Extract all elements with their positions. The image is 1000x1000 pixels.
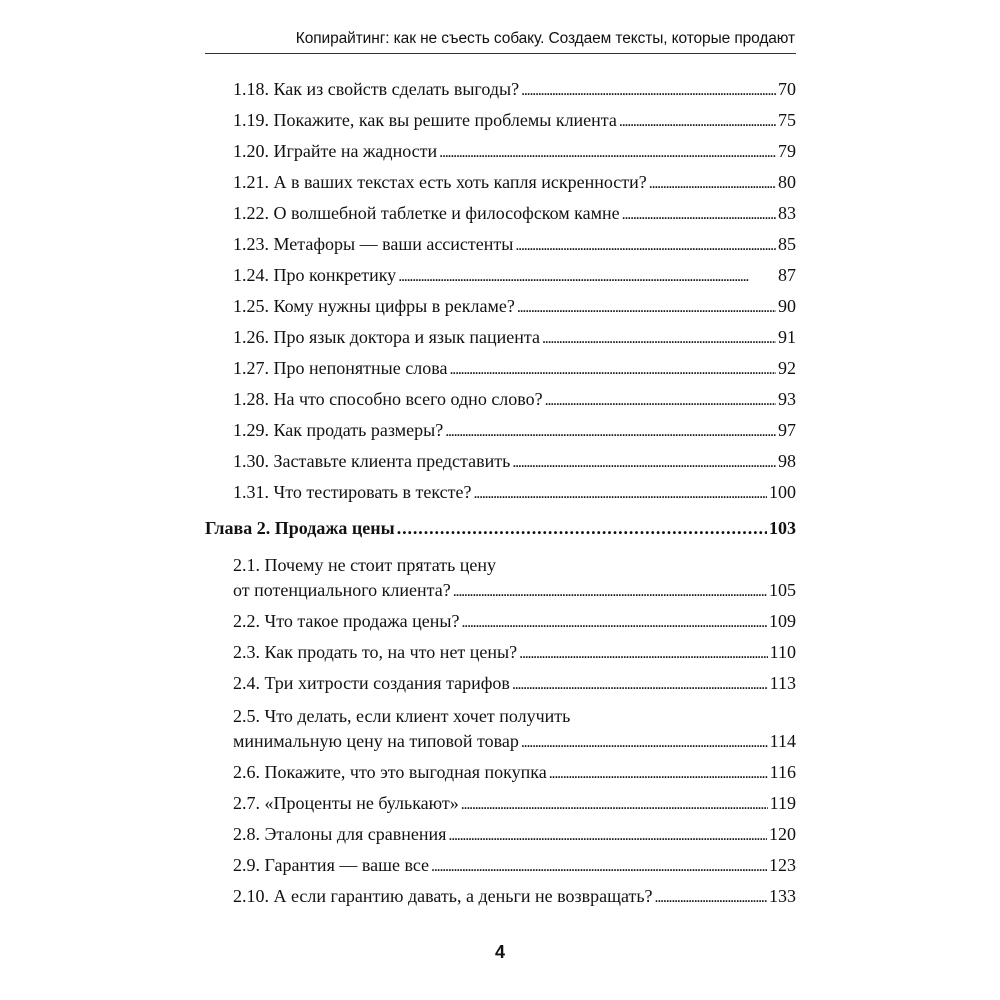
toc-chapter-title: Глава 2. Продажа цены [205, 518, 395, 538]
toc-entry [233, 609, 796, 635]
dot-leader [521, 77, 776, 103]
toc-entry-title: 1.22. О волшебной таблетке и философском камне [233, 203, 620, 223]
dot-leader [431, 853, 767, 879]
dot-leader [517, 294, 776, 320]
toc-entry-page: 109 [769, 611, 796, 631]
toc-entry-title-line1: 2.5. Что делать, если клиент хочет получить [233, 706, 571, 726]
toc-entry [233, 356, 796, 382]
dot-leader [619, 108, 776, 134]
toc-entry-page: 123 [769, 855, 796, 875]
toc-entry-title: 1.18. Как из свойств сделать выгоды? [233, 79, 520, 99]
toc-entry-page: 110 [769, 642, 796, 662]
toc-entry-page: 70 [778, 79, 796, 99]
dot-leader [521, 729, 768, 755]
toc-entry [233, 480, 796, 506]
toc-entry-title: 1.26. Про язык доктора и язык пациента [233, 327, 540, 347]
dot-leader [549, 760, 768, 786]
dot-leader [515, 232, 776, 258]
toc-entry-page: 133 [769, 886, 796, 906]
dot-leader [445, 418, 776, 444]
dot-leader [512, 449, 776, 475]
dot-leader [649, 170, 776, 196]
dot-leader [397, 516, 767, 541]
toc-chapter-page: 103 [769, 518, 796, 538]
toc-entry-title: 1.25. Кому нужны цифры в рекламе? [233, 296, 515, 316]
dot-leader [461, 609, 767, 635]
toc-entry-title: 1.23. Метафоры — ваши ассистенты [233, 234, 514, 254]
toc-entry [233, 671, 796, 697]
toc-entry [233, 325, 796, 351]
dot-leader [453, 578, 767, 604]
toc-entry-page: 75 [778, 110, 796, 130]
toc-entry-title: 1.28. На что способно всего одно слово? [233, 389, 543, 409]
toc-entry [233, 232, 796, 258]
dot-leader [473, 480, 767, 506]
toc-entry-page: 93 [778, 389, 796, 409]
toc-entry [233, 170, 796, 196]
toc-entry-title: 2.3. Как продать то, на что нет цены? [233, 642, 518, 662]
dot-leader [655, 884, 767, 910]
toc-entry-title: 1.21. А в ваших текстах есть хоть капля искренности? [233, 172, 647, 192]
toc-entry-page: 92 [778, 358, 796, 378]
toc-entry-page: 97 [778, 420, 796, 440]
toc-entry-title: 2.2. Что такое продажа цены? [233, 611, 460, 631]
toc-entry-title: 1.29. Как продать размеры? [233, 420, 444, 440]
toc-entry-title: от потенциального клиента? [233, 580, 451, 600]
toc-entry [233, 449, 796, 475]
dot-leader [461, 791, 768, 817]
toc-entry [233, 853, 796, 879]
toc-entry-title: 1.31. Что тестировать в тексте? [233, 482, 472, 502]
toc-entry [233, 729, 796, 755]
toc-entry-page: 98 [778, 451, 796, 471]
toc-entry [233, 139, 796, 165]
toc-entry [233, 387, 796, 413]
toc-entry [233, 640, 796, 666]
toc-entry [233, 578, 796, 604]
toc-entry-page: 90 [778, 296, 796, 316]
dot-leader [449, 356, 776, 382]
toc-entry-title: 1.30. Заставьте клиента представить [233, 451, 511, 471]
toc-entry-page: 91 [778, 327, 796, 347]
toc-entry [233, 263, 796, 289]
toc-entry-title: 2.10. А если гарантию давать, а деньги не возвращать? [233, 886, 653, 906]
page-number: 4 [494, 942, 505, 962]
toc-entry-title: 2.8. Эталоны для сравнения [233, 824, 447, 844]
toc-entry-page: 87 [778, 265, 796, 285]
toc-entry [233, 108, 796, 134]
dot-leader [542, 325, 776, 351]
toc-entry-title: 2.7. «Проценты не булькают» [233, 793, 459, 813]
toc-entry [233, 294, 796, 320]
toc-entry-title: 2.9. Гарантия — ваше все [233, 855, 430, 875]
dot-leader [545, 387, 776, 413]
toc-entry-title: 2.6. Покажите, что это выгодная покупка [233, 762, 547, 782]
toc-entry-title: 1.19. Покажите, как вы решите проблемы клиента [233, 110, 617, 130]
toc-chapter-entry [205, 516, 796, 541]
toc-entry [233, 418, 796, 444]
dot-leader [398, 263, 776, 289]
toc-entry-title-line1: 2.1. Почему не стоит прятать цену [233, 555, 497, 575]
toc-entry-page: 114 [769, 731, 796, 751]
toc-entry [233, 791, 796, 817]
toc-entry-title: 1.20. Играйте на жадности [233, 141, 438, 161]
toc-entry-page: 113 [769, 673, 796, 693]
dot-leader [519, 640, 768, 666]
toc-entry-title: 2.4. Три хитрости создания тарифов [233, 673, 510, 693]
dot-leader [622, 201, 776, 227]
dot-leader [448, 822, 767, 848]
toc-entry-page: 116 [769, 762, 796, 782]
toc-entry [233, 201, 796, 227]
toc-entry-page: 100 [769, 482, 796, 502]
toc-entry-page: 119 [769, 793, 796, 813]
dot-leader [512, 671, 768, 697]
toc-entry [233, 760, 796, 786]
toc-entry-page: 79 [778, 141, 796, 161]
toc-entry-page: 85 [778, 234, 796, 254]
running-title: Копирайтинг: как не съесть собаку. Создаем тексты, которые продают [295, 30, 795, 47]
toc-entry [233, 822, 796, 848]
toc-entry-title: 1.27. Про непонятные слова [233, 358, 448, 378]
toc-entry [233, 884, 796, 910]
toc-entry-page: 80 [778, 172, 796, 192]
dot-leader [439, 139, 776, 165]
toc-entry-page: 83 [778, 203, 796, 223]
toc-entry-page: 120 [769, 824, 796, 844]
toc-entry-page: 105 [769, 580, 796, 600]
toc-entry-title: 1.24. Про конкретику [233, 265, 397, 285]
toc-entry [233, 77, 796, 103]
toc-entry-title: минимальную цену на типовой товар [233, 731, 519, 751]
